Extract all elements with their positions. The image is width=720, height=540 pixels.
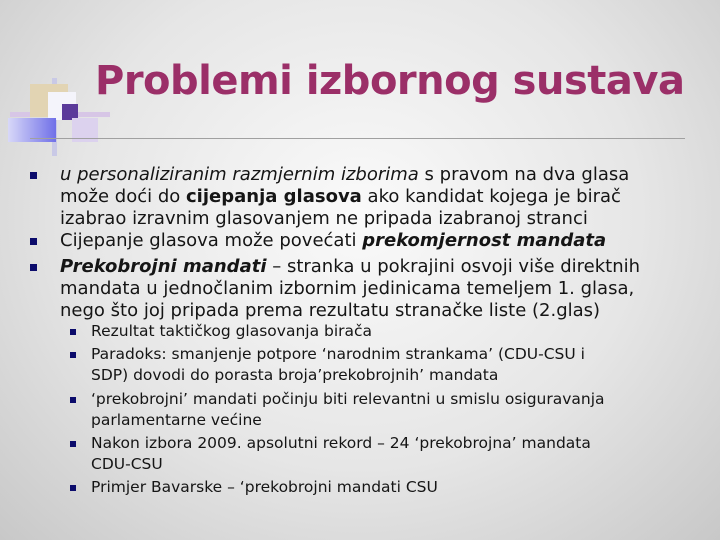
bold-italic-phrase: prekomjernost mandata — [362, 230, 607, 251]
text-run: može doći do — [60, 186, 187, 207]
bullet-marker — [30, 238, 37, 245]
text-run: CDU-CSU — [91, 455, 163, 473]
text-run: Cijepanje glasova može povećati — [60, 230, 363, 251]
text-run: s pravom na dva glasa — [418, 164, 630, 185]
sub-bullet-marker — [70, 485, 76, 491]
bullet-3-text — [60, 256, 710, 322]
sub-bullet-1-text — [91, 321, 706, 342]
bold-italic-phrase: Prekobrojni mandati — [60, 256, 267, 277]
bullet-marker — [30, 172, 37, 179]
text-run: ‘prekobrojni’ mandati počinju biti relevantni u smislu osiguravanja — [91, 390, 605, 408]
text-run: Nakon izbora 2009. apsolutni rekord – 24 ‘prekobrojna’ mandata — [91, 434, 591, 452]
sub-bullet-2-text — [91, 344, 706, 386]
text-run: izabrao izravnim glasovanjem ne pripada izabranoj stranci — [60, 208, 588, 229]
sub-bullet-3-text — [91, 389, 706, 431]
text-run: Paradoks: smanjenje potpore ‘narodnim strankama’ (CDU-CSU i — [91, 345, 585, 363]
text-run: SDP) dovodi do porasta broja’prekobrojnih’ mandata — [91, 366, 499, 384]
bold-phrase: cijepanja glasova — [186, 186, 362, 207]
bullet-1-text — [60, 164, 710, 230]
text-run: mandata u jednočlanim izbornim jedinicama temeljem 1. glasa, — [60, 278, 635, 299]
sub-bullet-4-text — [91, 433, 706, 475]
sub-bullet-marker — [70, 352, 76, 358]
sub-bullet-5-text — [91, 477, 706, 498]
italic-phrase: u personaliziranim razmjernim izborima — [60, 164, 419, 185]
page-title: Problemi izbornog sustava — [95, 58, 685, 104]
sub-bullet-marker — [70, 441, 76, 447]
bullet-2-text — [60, 230, 710, 252]
text-run: nego što joj pripada prema rezultatu stranačke liste (2.glas) — [60, 300, 601, 321]
sub-bullet-marker — [70, 397, 76, 403]
text-run: ako kandidat kojega je birač — [361, 186, 621, 207]
bullet-marker — [30, 264, 37, 271]
text-run: Rezultat taktičkog glasovanja birača — [91, 322, 373, 340]
sub-bullet-marker — [70, 329, 76, 335]
text-run: Primjer Bavarske – ‘prekobrojni mandati CSU — [91, 478, 438, 496]
text-run: parlamentarne većine — [91, 411, 262, 429]
text-run: – stranka u pokrajini osvoji više direktnih — [266, 256, 641, 277]
